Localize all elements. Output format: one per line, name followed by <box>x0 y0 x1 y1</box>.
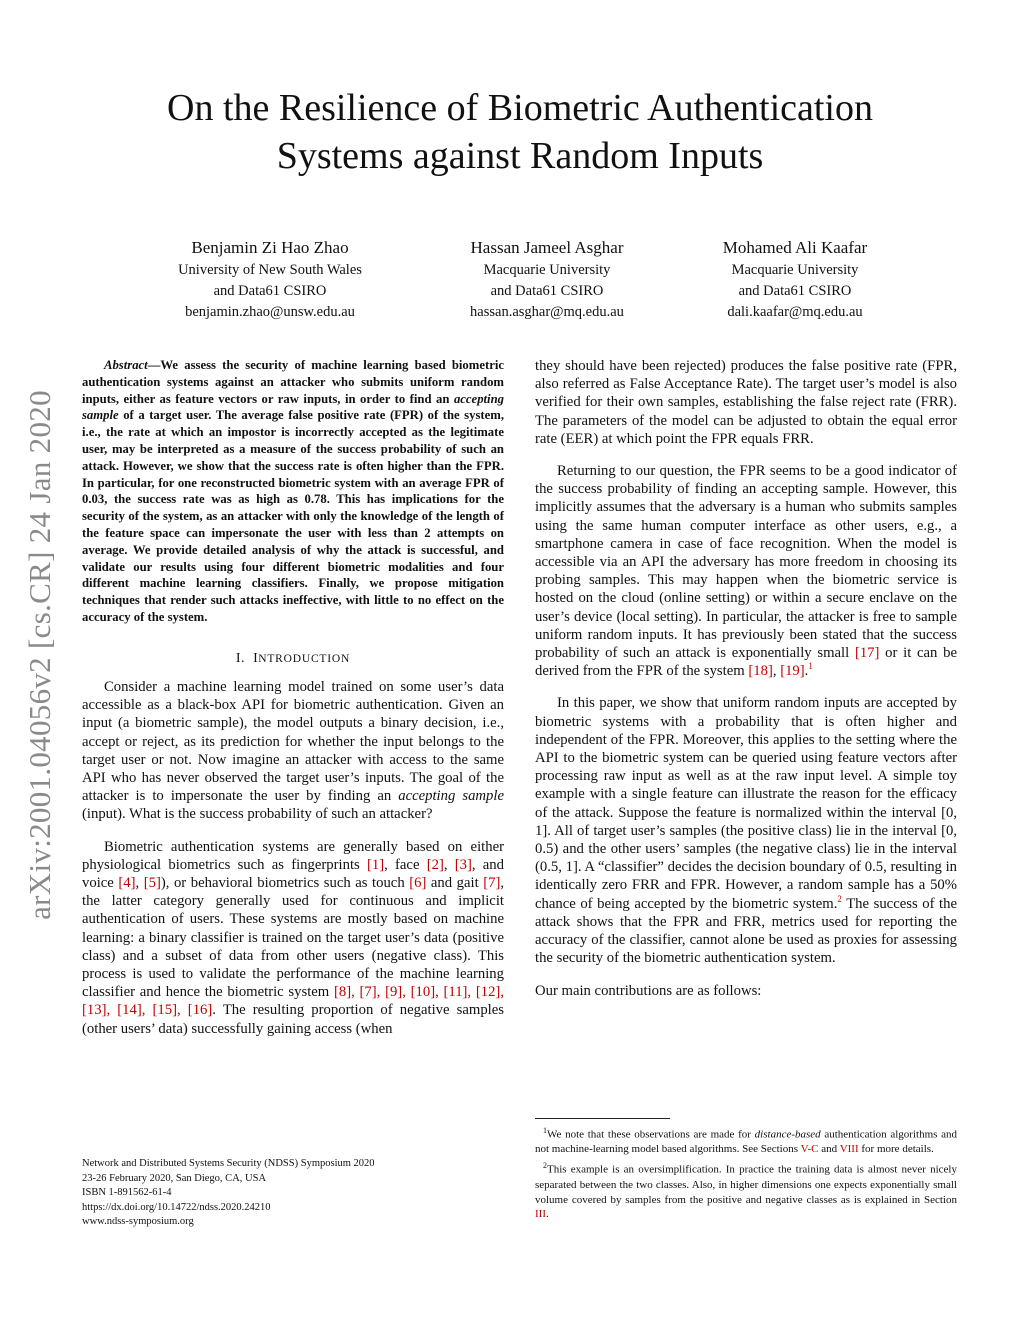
citation-link[interactable]: [7] <box>483 874 501 891</box>
right-column <box>535 357 957 1000</box>
intro-paragraph-2: Biometric authentication systems are generally based on either physiological biometrics such as fingerprints [1], face [2], [3], and voice [4], [5]), or behavioral biometrics such as touch [6] and gait [7], the latter category generally used for continuous and implicit authentication of users. These systems are mostly based on machine learning: a binary classifier is trained on the target user’s data (positive class) and a subset of data from other users (negative class). This process is used to validate the performance of the machine learning classifier and hence the biometric system [8], [7], [9], [10], [11], [12], [13], [14], [15], [16]. The resulting proportion of negative samples (other users’ data) successfully gaining access (when <box>82 838 505 1037</box>
citation-link[interactable]: [2] <box>426 856 444 873</box>
author-email: hassan.asghar@mq.edu.au <box>470 304 624 320</box>
author-affiliation: and Data61 CSIRO <box>738 283 852 299</box>
author-email: benjamin.zhao@unsw.edu.au <box>185 304 355 320</box>
body-paragraph: Our main contributions are as follows: <box>535 982 762 999</box>
author-block-1 <box>135 236 405 323</box>
arxiv-stamp <box>0 360 80 950</box>
footnote-2: $^2$This example is an oversimplification. In practice the training data is almost never nicely separated between the two classes. Also, in higher dimensions one expects exponentially small volume covered by samples from the positive and negative classes as is explained in Section III. <box>535 1161 957 1221</box>
citation-link[interactable]: [3] <box>454 856 472 873</box>
author-affiliation: and Data61 CSIRO <box>213 283 327 299</box>
author-affiliation: and Data61 CSIRO <box>490 283 604 299</box>
author-email: dali.kaafar@mq.edu.au <box>727 304 863 320</box>
footnotes <box>535 1124 957 1224</box>
author-affiliation: Macquarie University <box>483 262 611 278</box>
section-link[interactable]: V-C <box>800 1143 819 1156</box>
website-link[interactable]: www.ndss-symposium.org <box>82 1216 194 1228</box>
citation-link[interactable]: [6] <box>409 874 427 891</box>
citation-link[interactable]: [5] <box>143 874 161 891</box>
abstract-label: Abstract <box>104 358 148 372</box>
citation-link[interactable]: [18] <box>748 663 773 680</box>
citation-link[interactable]: [1] <box>366 856 385 873</box>
section-link[interactable]: VIII <box>839 1143 859 1156</box>
left-column <box>82 357 504 1038</box>
author-name: Mohamed Ali Kaafar <box>722 238 868 257</box>
citation-link[interactable]: [17] <box>854 645 880 662</box>
doi-link[interactable]: https://dx.doi.org/10.14722/ndss.2020.24210 <box>82 1201 271 1213</box>
footnote-link[interactable]: 2 <box>837 893 842 904</box>
section-link[interactable]: III <box>535 1208 546 1221</box>
body-paragraph: they should have been rejected) produces the false positive rate (FPR, also referred as False Acceptance Rate). The target user’s model is also verified for their own samples, establishing the false reject rate (FRR). The parameters of the model can be adjusted to obtain the equal error rate (EER) at which point the FPR equals FRR. <box>535 358 957 447</box>
conference-info: Network and Distributed Systems Security (NDSS) Symposium 2020 23-26 February 2020, San Diego, CA, USA ISBN 1-891562-61-4 https://dx.doi.org/10.14722/ndss.2020.24210 www.ndss-symposium.org <box>82 1157 504 1230</box>
citation-links[interactable]: [8], [7], [9], [10], [11], [12], [13], [14], [15], [16] <box>82 984 504 1019</box>
paper-title: On the Resilience of Biometric Authentication Systems against Random Inputs <box>167 87 873 177</box>
footnote-link[interactable]: 1 <box>808 661 813 672</box>
body-paragraph: In this paper, we show that uniform random inputs are accepted by biometric systems with a probability that is often higher and independent of the FPR. Moreover, this applies to the setting where the API to the biometric system can be queried using feature vectors after processing raw input as well as at the raw input level. A simple toy example with a single feature can illustrate the reason for the efficacy of the attack. Suppose the feature is normalized within the interval [0, 1]. All of target user’s samples (the positive class) lie in the interval [0, 0.5) and the other users’ samples (the negative class) lie in the interval (0.5, 1]. A “classifier” decides the decision boundary of 0.5, resulting in identically zero FRR and FPR. However, a random sample has a 50% chance of being accepted by the biometric system.$^2$ The success of the attack shows that the FPR and FRR, metrics used for reporting the accuracy of the classifier, cannot alone be used as proxies for assessing the security of the biometric authentication system. <box>535 695 957 967</box>
citation-link[interactable]: [19] <box>780 663 805 680</box>
arxiv-id: arXiv:2001.04056v2 [cs.CR] 24 Jan 2020 <box>22 390 57 920</box>
footnote-1: $^1$We note that these observations are made for distance-based authentication algorithms and not machine-learning model based algorithms. See Sections V-C and VIII for more details. <box>535 1126 957 1156</box>
author-block-3 <box>660 236 930 323</box>
body-paragraph: Returning to our question, the FPR seems to be a good indicator of the success probability of finding an accepting sample. However, this implicitly assumes that the adversary is a human who submits samples using the same human computer interface as other users, e.g., a smartphone camera in case of face recognition. When the model is accessible via an API the adversary has more freedom in choosing its probing samples. This may happen when the biometric service is hosted on the cloud (online setting) or within a secure enclave on the user’s device (local setting). In particular, the attacker is free to sample uniform random inputs. It has previously been stated that the success probability of such an attack is exponentially small [17] or it can be derived from the FPR of the system [18], [19].$^1$ <box>535 463 957 680</box>
abstract: Abstract—We assess the security of machine learning based biometric authentication systems against an attacker who submits uniform random inputs, either as feature vectors or raw inputs, in order to find an accepting sample of a target user. The average false positive rate (FPR) of the system, i.e., the rate at which an impostor is incorrectly accepted as the legitimate user, may be interpreted as a measure of the success probability of such an attack. However, we show that the success rate is often higher than the FPR. In particular, for one reconstructed biometric system with an average FPR of 0.03, the success rate was as high as 0.78. This has implications for the security of the system, as an attacker with only the knowledge of the length of the feature space can impersonate the user with less than 2 attempts on average. We provide detailed analysis of why the attack is successful, and validate our results using four different biometric modalities and four different machine learning classifiers. Finally, we propose mitigation techniques that render such attacks ineffective, with little to no effect on the accuracy of the system. <box>82 358 504 624</box>
footnote-divider <box>535 1118 670 1119</box>
author-name: Hassan Jameel Asghar <box>470 238 624 257</box>
author-name: Benjamin Zi Hao Zhao <box>191 238 349 257</box>
author-affiliation: Macquarie University <box>731 262 859 278</box>
author-block-2 <box>412 236 682 323</box>
author-affiliation: University of New South Wales <box>178 262 362 278</box>
citation-link[interactable]: [4] <box>118 874 136 891</box>
intro-paragraph-1: Consider a machine learning model trained on some user’s data accessible as a black-box API for biometric authentication. Given an input (a biometric sample), the model outputs a binary decision, i.e., accept or reject, as its prediction for whether the input belongs to the target user or not. Now imagine an attacker with access to the same API who has never observed the target user’s inputs. The goal of the attacker is to impersonate the user by finding an accepting sample (input). What is the success probability of such an attacker? <box>82 678 504 823</box>
section-heading: I. INTRODUCTION <box>235 650 351 666</box>
